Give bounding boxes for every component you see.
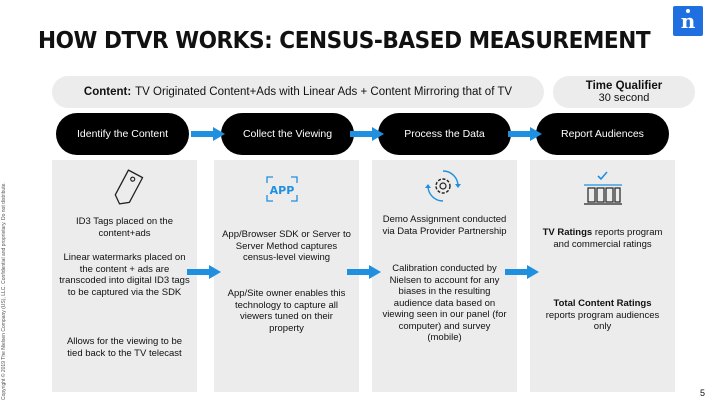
report-text-1-rest: reports program and commercial ratings [553, 227, 663, 250]
time-qualifier-label: Time Qualifier [585, 80, 663, 92]
process-text-1: Demo Assignment conducted via Data Provider Partnership [382, 214, 507, 237]
page-title: HOW DTVR WORKS: CENSUS-BASED MEASUREMENT [38, 28, 651, 54]
report-text-2 [540, 298, 665, 333]
pill-collect-viewing: Collect the Viewing [221, 113, 354, 155]
side-copyright: Copyright © 2019 The Nielsen Company (US), LLC. Confidential and proprietary. Do not distribute. [1, 182, 7, 400]
arrow-right-icon [347, 265, 381, 279]
report-grid-icon [580, 168, 626, 208]
content-text: TV Originated Content+Ads with Linear Ads + Content Mirroring that of TV [135, 86, 513, 98]
identify-text-2: Linear watermarks placed on the content + ads are transcoded into digital ID3 tags to be captured via the SDK [59, 252, 190, 298]
tag-icon [108, 166, 148, 210]
app-icon [265, 175, 299, 203]
arrow-right-icon [505, 265, 539, 279]
report-text-2-rest: reports program audiences only [545, 309, 660, 332]
arrow-right-icon [350, 127, 384, 141]
gear-cycle-icon [425, 168, 461, 204]
nielsen-logo [673, 6, 703, 36]
collect-text-2: App/Site owner enables this technology to capture all viewers tuned on their property [227, 288, 346, 334]
identify-text-1: ID3 Tags placed on the content+ads [75, 216, 173, 239]
process-text-2: Calibration conducted by Nielsen to account for any biases in the resulting audience data based on viewing seen in our panel (for computer) and survey (mobile) [382, 263, 507, 343]
pill-identify-content: Identify the Content [56, 113, 189, 155]
report-text-1-bold: TV Ratings [542, 227, 593, 238]
identify-text-3: Allows for the viewing to be tied back to the TV telecast [66, 336, 183, 359]
collect-text-1: App/Browser SDK or Server to Server Method captures census-level viewing [222, 229, 351, 263]
time-qualifier-value: 30 second [598, 92, 650, 104]
arrow-right-icon [187, 265, 221, 279]
logo-letter: n [680, 9, 696, 33]
app-icon-text: APP [269, 184, 295, 197]
report-text-1 [535, 227, 670, 250]
pill-process-data: Process the Data [378, 113, 511, 155]
page-number: 5 [700, 388, 706, 398]
content-label: Content: [83, 86, 132, 98]
time-qualifier-bar [553, 76, 695, 108]
content-bar [52, 76, 544, 108]
pill-report-audiences: Report Audiences [536, 113, 669, 155]
arrow-right-icon [508, 127, 542, 141]
report-text-2-bold: Total Content Ratings [553, 298, 652, 309]
arrow-right-icon [191, 127, 225, 141]
